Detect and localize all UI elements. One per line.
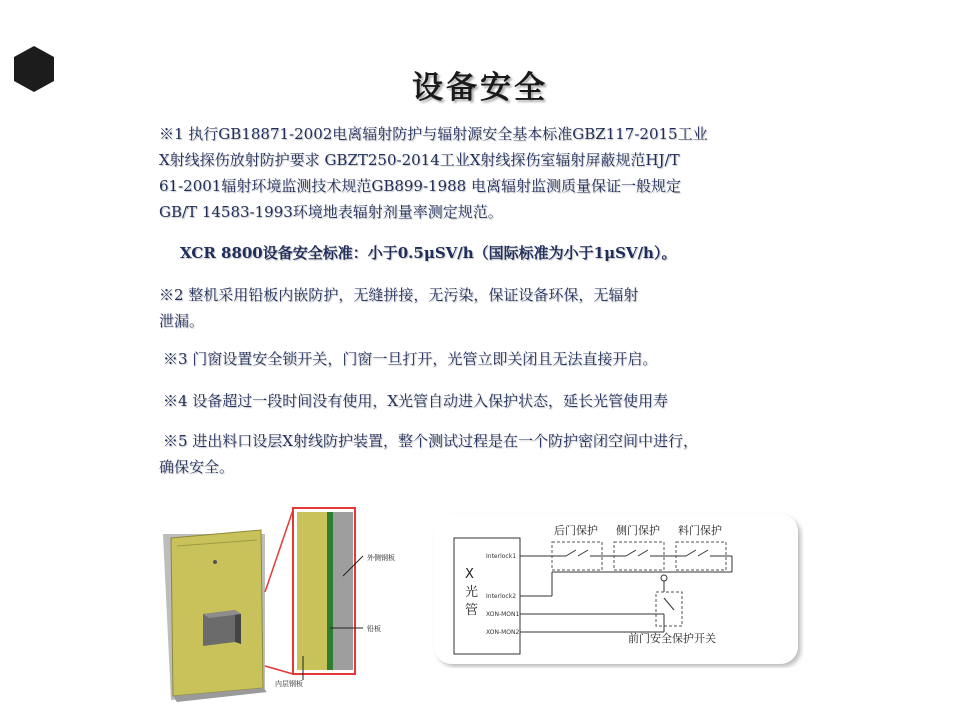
group-label-side: 侧门保护 bbox=[616, 524, 660, 537]
interlock-circuit-diagram bbox=[432, 512, 804, 668]
paragraph-1-line-4: GB/T 14583-1993环境地表辐射剂量率测定规范。 bbox=[159, 203, 503, 221]
paragraph-4: ※4 设备超过一段时间没有使用，X光管自动进入保护状态，延长光管使用寿 bbox=[163, 392, 668, 410]
front-door-switch-label: 前门安全保护开关 bbox=[628, 632, 716, 645]
lead-plate-label: 铅板 bbox=[367, 625, 381, 633]
paragraph-2-line-2: 泄漏。 bbox=[159, 312, 205, 330]
paragraph-3: ※3 门窗设置安全锁开关，门窗一旦打开，光管立即关闭且无法直接开启。 bbox=[163, 350, 658, 368]
outer-steel-label: 外侧钢板 bbox=[367, 554, 395, 562]
paragraph-5-line-2: 确保安全。 bbox=[159, 458, 235, 476]
paragraph-5-line-1: ※5 进出料口设层X射线防护装置，整个测试过程是在一个防护密闭空间中进行， bbox=[163, 432, 698, 450]
port-interlock1: Interlock1 bbox=[486, 553, 517, 560]
x-tube-char-3: 管 bbox=[465, 603, 479, 618]
port-interlock2: Interlock2 bbox=[486, 593, 517, 600]
paragraph-2-line-1: ※2 整机采用铅板内嵌防护，无缝拼接，无污染，保证设备环保，无辐射 bbox=[159, 286, 639, 304]
paragraph-1-line-1: ※1 执行GB18871-2002电离辐射防护与辐射源安全基本标准GBZ117-2015工业 bbox=[159, 125, 708, 143]
x-tube-char-1: X bbox=[465, 567, 474, 582]
panel-cross-section-figure bbox=[163, 506, 423, 706]
group-label-feed: 料门保护 bbox=[678, 524, 722, 537]
x-tube-char-2: 光 bbox=[465, 585, 479, 600]
slide-title: 设备安全 bbox=[412, 70, 548, 106]
paragraph-1-line-2: X射线探伤放射防护要求 GBZT250-2014工业X射线探伤室辐射屏蔽规范HJ/T bbox=[159, 151, 680, 169]
paragraph-1-line-3: 61-2001辐射环境监测技术规范GB899-1988 电离辐射监测质量保证一般规定 bbox=[159, 177, 681, 195]
inner-steel-label: 内层钢板 bbox=[275, 680, 303, 688]
port-xon-mon2: XON-MON2 bbox=[486, 629, 520, 636]
safety-standard-line: XCR 8800设备安全标准：小于0.5μSV/h（国际标准为小于1μSV/h）。 bbox=[180, 244, 677, 262]
group-label-back: 后门保护 bbox=[554, 524, 598, 537]
port-xon-mon1: XON-MON1 bbox=[486, 611, 520, 618]
